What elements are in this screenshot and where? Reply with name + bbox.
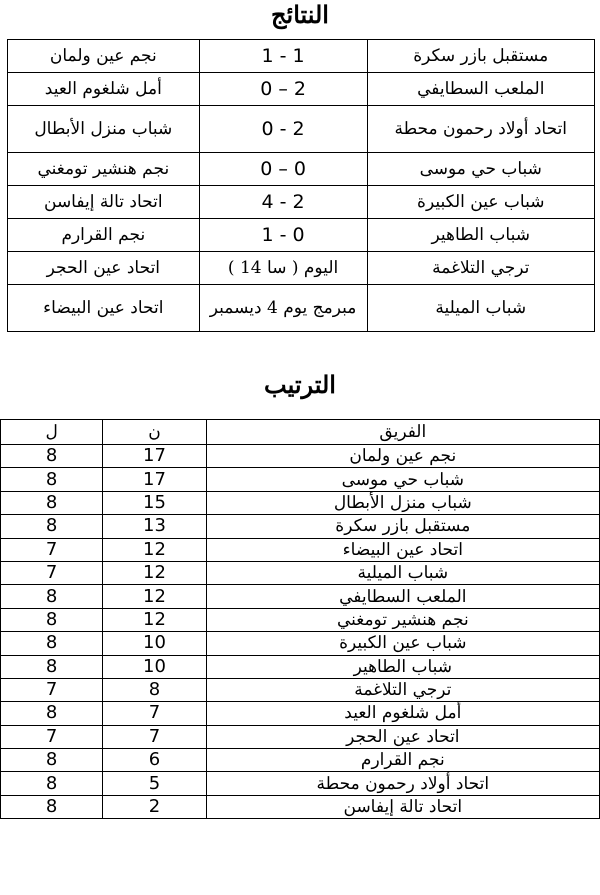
standings-row — [1, 468, 600, 491]
result-row — [8, 106, 595, 153]
home-team: شباب الطاهير — [367, 219, 594, 252]
team-points: 8 — [103, 678, 206, 701]
team-played: 8 — [1, 515, 103, 538]
home-team: اتحاد أولاد رحمون محطة — [367, 106, 594, 153]
away-team: نجم القرارم — [8, 219, 200, 252]
header-played: ل — [1, 420, 103, 445]
team-name: شباب منزل الأبطال — [206, 491, 599, 514]
team-name: شباب الميلية — [206, 561, 599, 584]
standings-row — [1, 655, 600, 678]
team-points: 6 — [103, 749, 206, 772]
away-team: اتحاد تالة إيفاسن — [8, 186, 200, 219]
standings-row — [1, 491, 600, 514]
team-played: 7 — [1, 725, 103, 748]
team-played: 7 — [1, 538, 103, 561]
standings-row — [1, 608, 600, 631]
team-played: 8 — [1, 655, 103, 678]
team-points: 5 — [103, 772, 206, 795]
home-team: شباب الميلية — [367, 285, 594, 332]
team-name: ترجي التلاغمة — [206, 678, 599, 701]
team-points: 7 — [103, 725, 206, 748]
match-score: 1 - 1 — [199, 40, 367, 73]
team-played: 7 — [1, 561, 103, 584]
away-team: أمل شلغوم العيد — [8, 73, 200, 106]
team-played: 8 — [1, 795, 103, 818]
team-played: 8 — [1, 702, 103, 725]
home-team: شباب عين الكبيرة — [367, 186, 594, 219]
away-team: نجم عين ولمان — [8, 40, 200, 73]
team-played: 8 — [1, 632, 103, 655]
standings-table — [0, 419, 600, 819]
standings-row — [1, 678, 600, 701]
away-team: نجم هنشير تومغني — [8, 153, 200, 186]
team-name: شباب حي موسى — [206, 468, 599, 491]
team-name: اتحاد تالة إيفاسن — [206, 795, 599, 818]
results-table — [7, 39, 595, 332]
standings-table-body — [1, 445, 600, 819]
home-team: شباب حي موسى — [367, 153, 594, 186]
home-team: مستقبل بازر سكرة — [367, 40, 594, 73]
header-team: الفريق — [206, 420, 599, 445]
results-table-body — [8, 40, 595, 332]
team-played: 8 — [1, 491, 103, 514]
team-name: اتحاد عين الحجر — [206, 725, 599, 748]
standings-row — [1, 725, 600, 748]
team-name: الملعب السطايفي — [206, 585, 599, 608]
team-name: نجم القرارم — [206, 749, 599, 772]
team-points: 12 — [103, 585, 206, 608]
team-points: 12 — [103, 561, 206, 584]
away-team: اتحاد عين البيضاء — [8, 285, 200, 332]
team-points: 17 — [103, 468, 206, 491]
team-played: 8 — [1, 749, 103, 772]
standings-row — [1, 795, 600, 818]
team-points: 12 — [103, 608, 206, 631]
team-points: 17 — [103, 445, 206, 468]
team-played: 8 — [1, 468, 103, 491]
team-name: شباب الطاهير — [206, 655, 599, 678]
away-team: شباب منزل الأبطال — [8, 106, 200, 153]
team-points: 13 — [103, 515, 206, 538]
team-points: 10 — [103, 632, 206, 655]
team-points: 12 — [103, 538, 206, 561]
standings-title: الترتيب — [264, 370, 336, 399]
match-score: 0 - 1 — [199, 219, 367, 252]
match-score: اليوم ( سا 14 ) — [199, 252, 367, 285]
team-played: 7 — [1, 678, 103, 701]
standings-row — [1, 772, 600, 795]
standings-row — [1, 585, 600, 608]
standings-row — [1, 749, 600, 772]
header-points: ن — [103, 420, 206, 445]
team-name: نجم هنشير تومغني — [206, 608, 599, 631]
team-played: 8 — [1, 608, 103, 631]
team-name: أمل شلغوم العيد — [206, 702, 599, 725]
result-row — [8, 73, 595, 106]
away-team: اتحاد عين الحجر — [8, 252, 200, 285]
team-points: 10 — [103, 655, 206, 678]
home-team: ترجي التلاغمة — [367, 252, 594, 285]
team-points: 15 — [103, 491, 206, 514]
team-name: اتحاد عين البيضاء — [206, 538, 599, 561]
team-played: 8 — [1, 772, 103, 795]
team-name: نجم عين ولمان — [206, 445, 599, 468]
match-score: مبرمج يوم 4 ديسمبر — [199, 285, 367, 332]
team-points: 2 — [103, 795, 206, 818]
home-team: الملعب السطايفي — [367, 73, 594, 106]
standings-row — [1, 445, 600, 468]
result-row — [8, 40, 595, 73]
standings-row — [1, 538, 600, 561]
standings-header — [1, 420, 600, 445]
results-title: النتائج — [271, 0, 329, 29]
standings-row — [1, 515, 600, 538]
team-played: 8 — [1, 585, 103, 608]
team-points: 7 — [103, 702, 206, 725]
team-name: شباب عين الكبيرة — [206, 632, 599, 655]
match-score: 2 - 4 — [199, 186, 367, 219]
standings-row — [1, 632, 600, 655]
result-row — [8, 153, 595, 186]
standings-row — [1, 702, 600, 725]
result-row — [8, 252, 595, 285]
match-score: 2 - 0 — [199, 106, 367, 153]
team-name: اتحاد أولاد رحمون محطة — [206, 772, 599, 795]
standings-header-row — [1, 420, 600, 445]
team-played: 8 — [1, 445, 103, 468]
result-row — [8, 219, 595, 252]
result-row — [8, 285, 595, 332]
standings-row — [1, 561, 600, 584]
match-score: 2 – 0 — [199, 73, 367, 106]
team-name: مستقبل بازر سكرة — [206, 515, 599, 538]
result-row — [8, 186, 595, 219]
match-score: 0 – 0 — [199, 153, 367, 186]
